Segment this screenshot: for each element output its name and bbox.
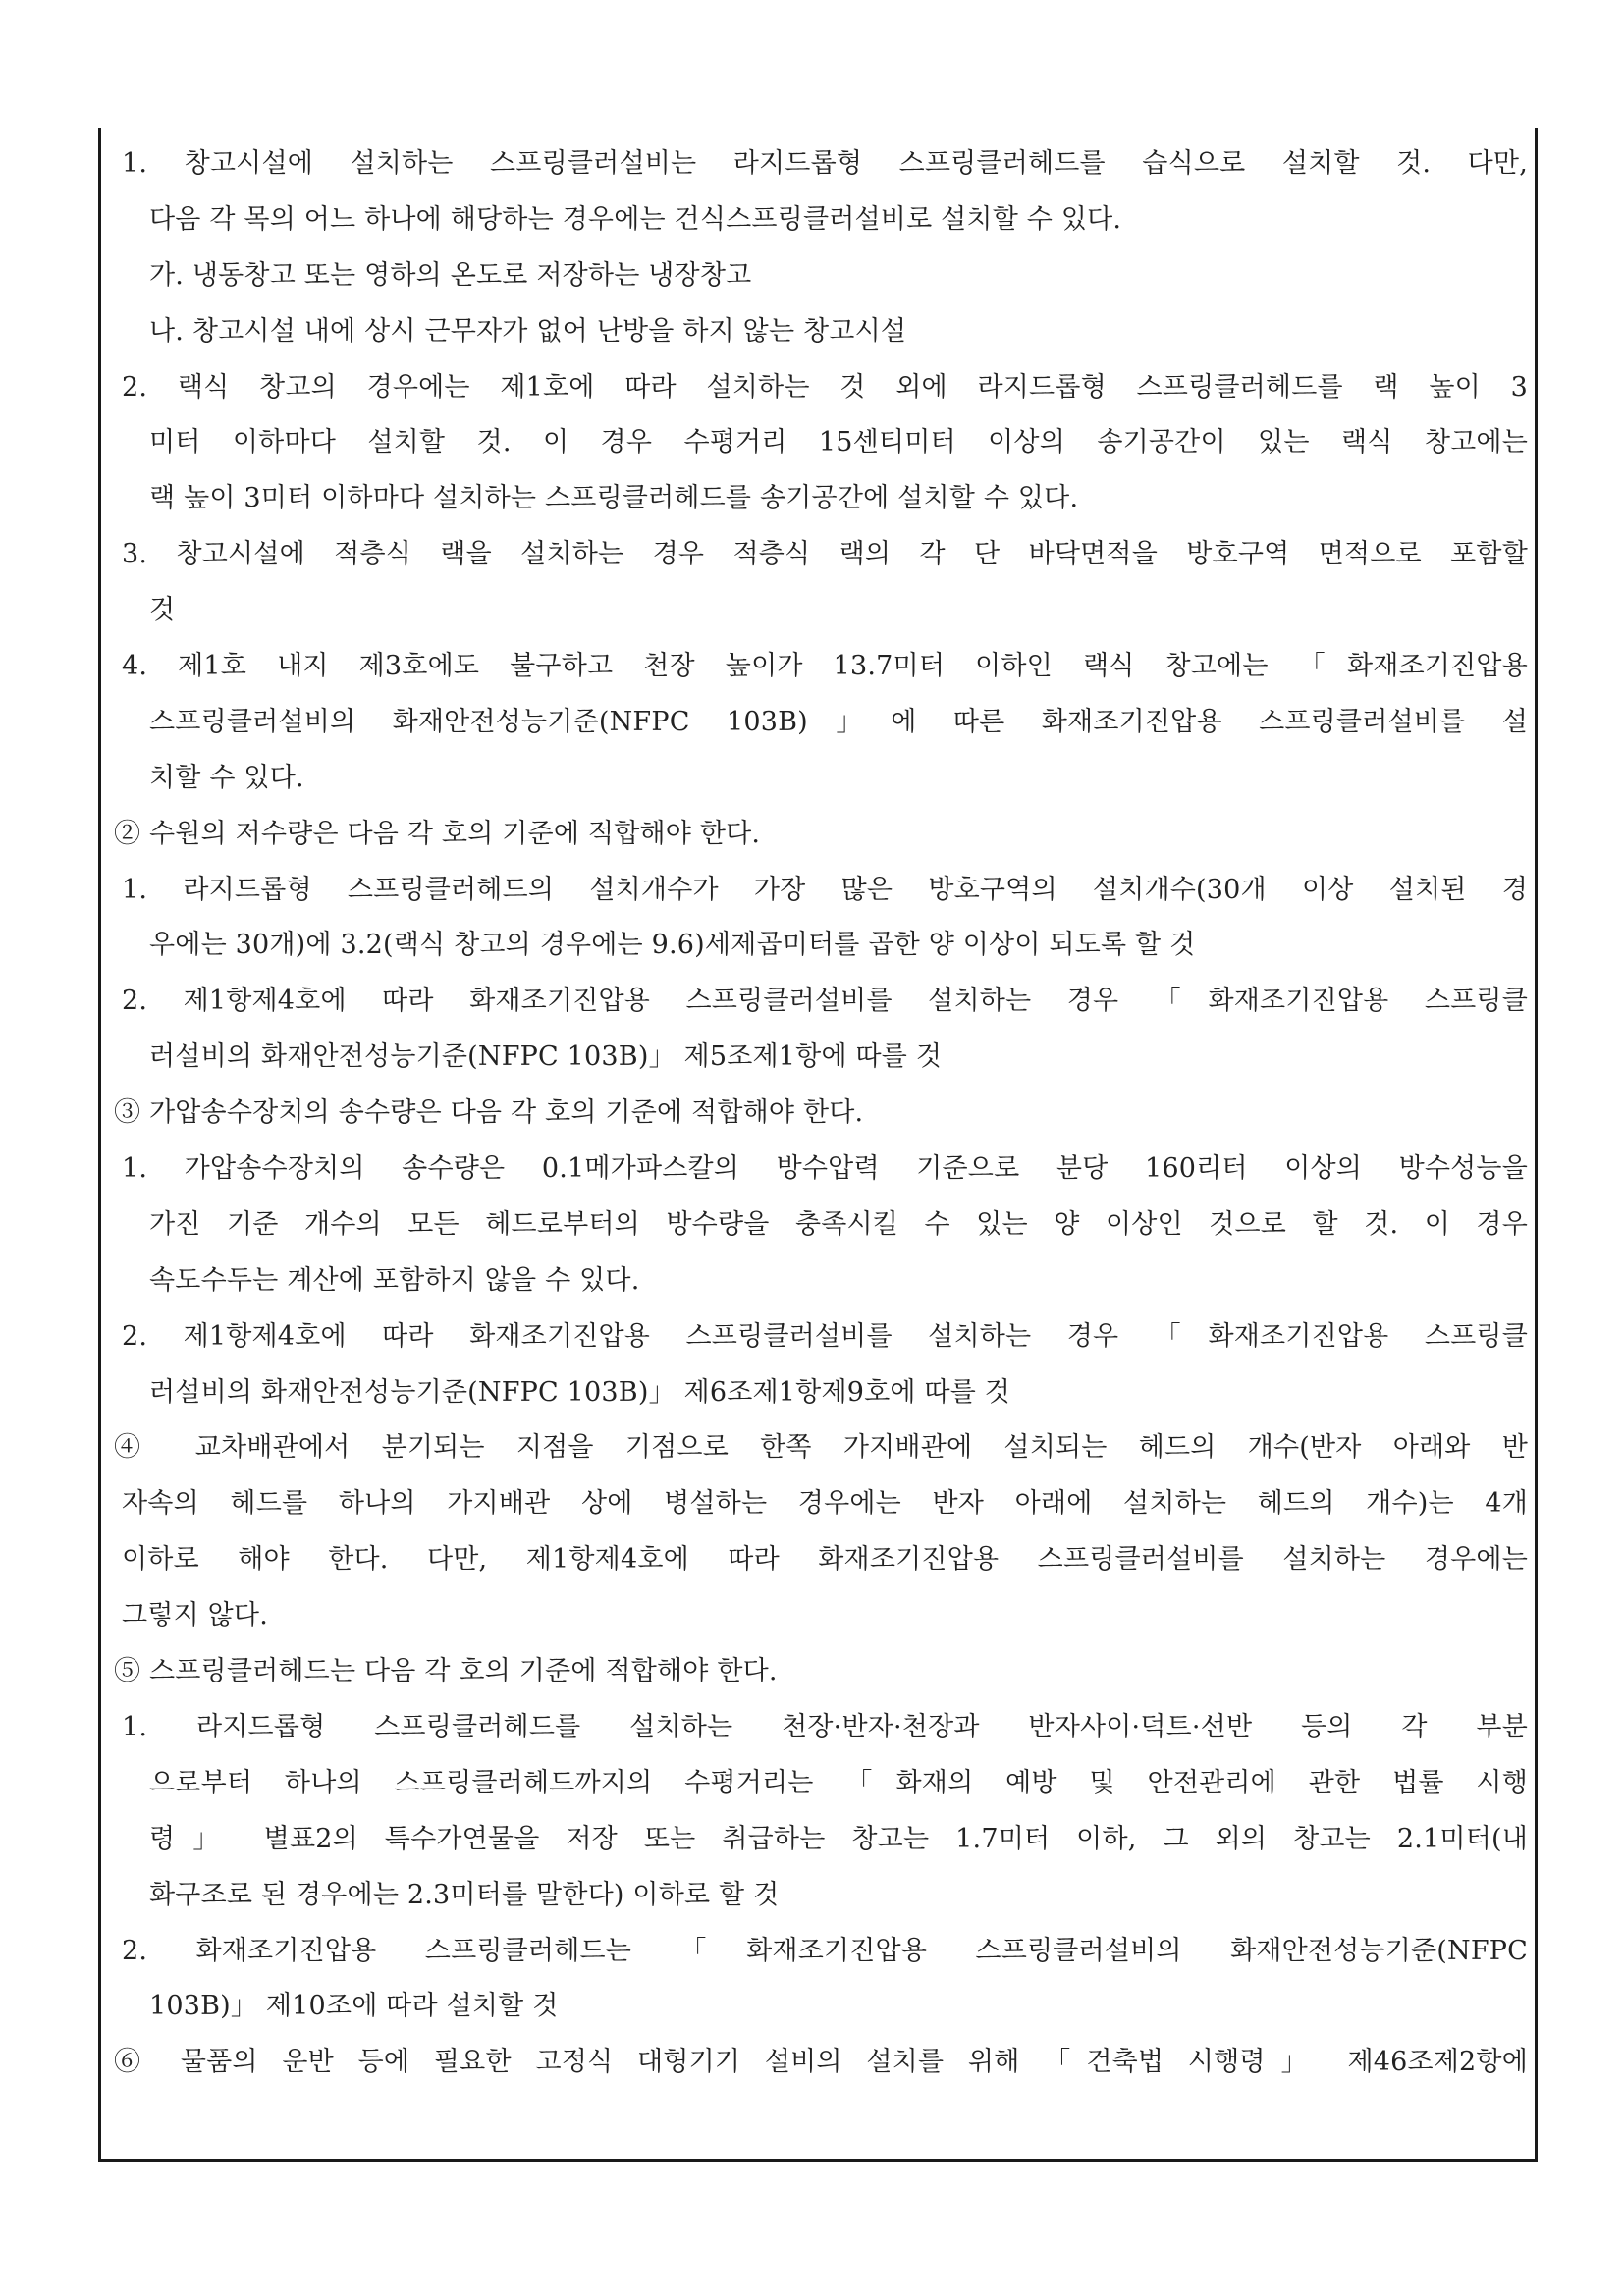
document-line: 가진 기준 개수의 모든 헤드로부터의 방수량을 충족시킬 수 있는 양 이상인 것으로 할 것. 이 경우: [149, 1208, 1528, 1240]
document-line: 1. 라지드롭형 스프링클러헤드의 설치개수가 가장 많은 방호구역의 설치개수(30개 이상 설치된 경: [122, 874, 1528, 905]
document-line: 1. 창고시설에 설치하는 스프링클러설비는 라지드롭형 스프링클러헤드를 습식으로 설치할 것. 다만,: [122, 148, 1528, 179]
document-line: 스프링클러설비의 화재안전성능기준(NFPC 103B)」에 따른 화재조기진압용 스프링클러설비를 설: [149, 706, 1528, 737]
document-line: 미터 이하마다 설치할 것. 이 경우 수평거리 15센티미터 이상의 송기공간이 있는 랙식 창고에는: [149, 427, 1528, 458]
document-line: 1. 가압송수장치의 송수량은 0.1메가파스칼의 방수압력 기준으로 분당 160리터 이상의 방수성능을: [122, 1153, 1528, 1185]
document-body: [114, 136, 1528, 2091]
document-line: 3. 창고시설에 적층식 랙을 설치하는 경우 적층식 랙의 각 단 바닥면적을 방호구역 면적으로 포함할: [122, 539, 1528, 570]
document-line: 이하로 해야 한다. 다만, 제1항제4호에 따라 화재조기진압용 스프링클러설비를 설치하는 경우에는: [122, 1544, 1528, 1575]
document-line: ③ 가압송수장치의 송수량은 다음 각 호의 기준에 적합해야 한다.: [114, 1097, 864, 1129]
document-line: 2. 랙식 창고의 경우에는 제1호에 따라 설치하는 것 외에 라지드롭형 스프링클러헤드를 랙 높이 3: [122, 371, 1528, 402]
document-line: 것: [149, 595, 176, 626]
document-line: 속도수두는 계산에 포함하지 않을 수 있다.: [149, 1264, 640, 1296]
document-line: 령」 별표2의 특수가연물을 저장 또는 취급하는 창고는 1.7미터 이하, 그 외의 창고는 2.1미터(내: [149, 1823, 1528, 1854]
document-line: 화구조로 된 경우에는 2.3미터를 말한다) 이하로 할 것: [149, 1879, 780, 1910]
document-line: 치할 수 있다.: [149, 762, 304, 793]
document-line: 그렇지 않다.: [122, 1600, 268, 1631]
document-line: 4. 제1호 내지 제3호에도 불구하고 천장 높이가 13.7미터 이하인 랙식 창고에는 「화재조기진압용: [122, 651, 1528, 682]
document-line: ② 수원의 저수량은 다음 각 호의 기준에 적합해야 한다.: [114, 818, 761, 849]
document-line: 러설비의 화재안전성능기준(NFPC 103B)」 제5조제1항에 따를 것: [149, 1041, 943, 1073]
document-line: 나. 창고시설 내에 상시 근무자가 없어 난방을 하지 않는 창고시설: [149, 315, 907, 347]
document-line: 우에는 30개)에 3.2(랙식 창고의 경우에는 9.6)세제곱미터를 곱한 양 이상이 되도록 할 것: [149, 930, 1196, 961]
document-line: 으로부터 하나의 스프링클러헤드까지의 수평거리는 「화재의 예방 및 안전관리에 관한 법률 시행: [149, 1767, 1528, 1798]
document-line: ⑥ 물품의 운반 등에 필요한 고정식 대형기기 설비의 설치를 위해 「건축법 시행령」 제46조제2항에: [114, 2047, 1528, 2078]
document-line: ⑤ 스프링클러헤드는 다음 각 호의 기준에 적합해야 한다.: [114, 1656, 778, 1687]
document-line: 다음 각 목의 어느 하나에 해당하는 경우에는 건식스프링클러설비로 설치할 수 있다.: [149, 203, 1122, 235]
document-line: 2. 제1항제4호에 따라 화재조기진압용 스프링클러설비를 설치하는 경우 「화재조기진압용 스프링클: [122, 1320, 1528, 1352]
document-line: 자속의 헤드를 하나의 가지배관 상에 병설하는 경우에는 반자 아래에 설치하는 헤드의 개수)는 4개: [122, 1488, 1528, 1520]
document-line: 가. 냉동창고 또는 영하의 온도로 저장하는 냉장창고: [149, 259, 752, 291]
document-line: 2. 화재조기진압용 스프링클러헤드는 「화재조기진압용 스프링클러설비의 화재안전성능기준(NFPC: [122, 1935, 1528, 1966]
document-line: 랙 높이 3미터 이하마다 설치하는 스프링클러헤드를 송기공간에 설치할 수 있다.: [149, 483, 1079, 514]
document-line: 러설비의 화재안전성능기준(NFPC 103B)」 제6조제1항제9호에 따를 것: [149, 1376, 1011, 1408]
document-line: 1. 라지드롭형 스프링클러헤드를 설치하는 천장·반자·천장과 반자사이·덕트·선반 등의 각 부분: [122, 1711, 1528, 1742]
document-line: 103B)」 제10조에 따라 설치할 것: [149, 1991, 559, 2022]
document-line: 2. 제1항제4호에 따라 화재조기진압용 스프링클러설비를 설치하는 경우 「화재조기진압용 스프링클: [122, 986, 1528, 1017]
document-line: ④ 교차배관에서 분기되는 지점을 기점으로 한쪽 가지배관에 설치되는 헤드의 개수(반자 아래와 반: [114, 1432, 1528, 1464]
